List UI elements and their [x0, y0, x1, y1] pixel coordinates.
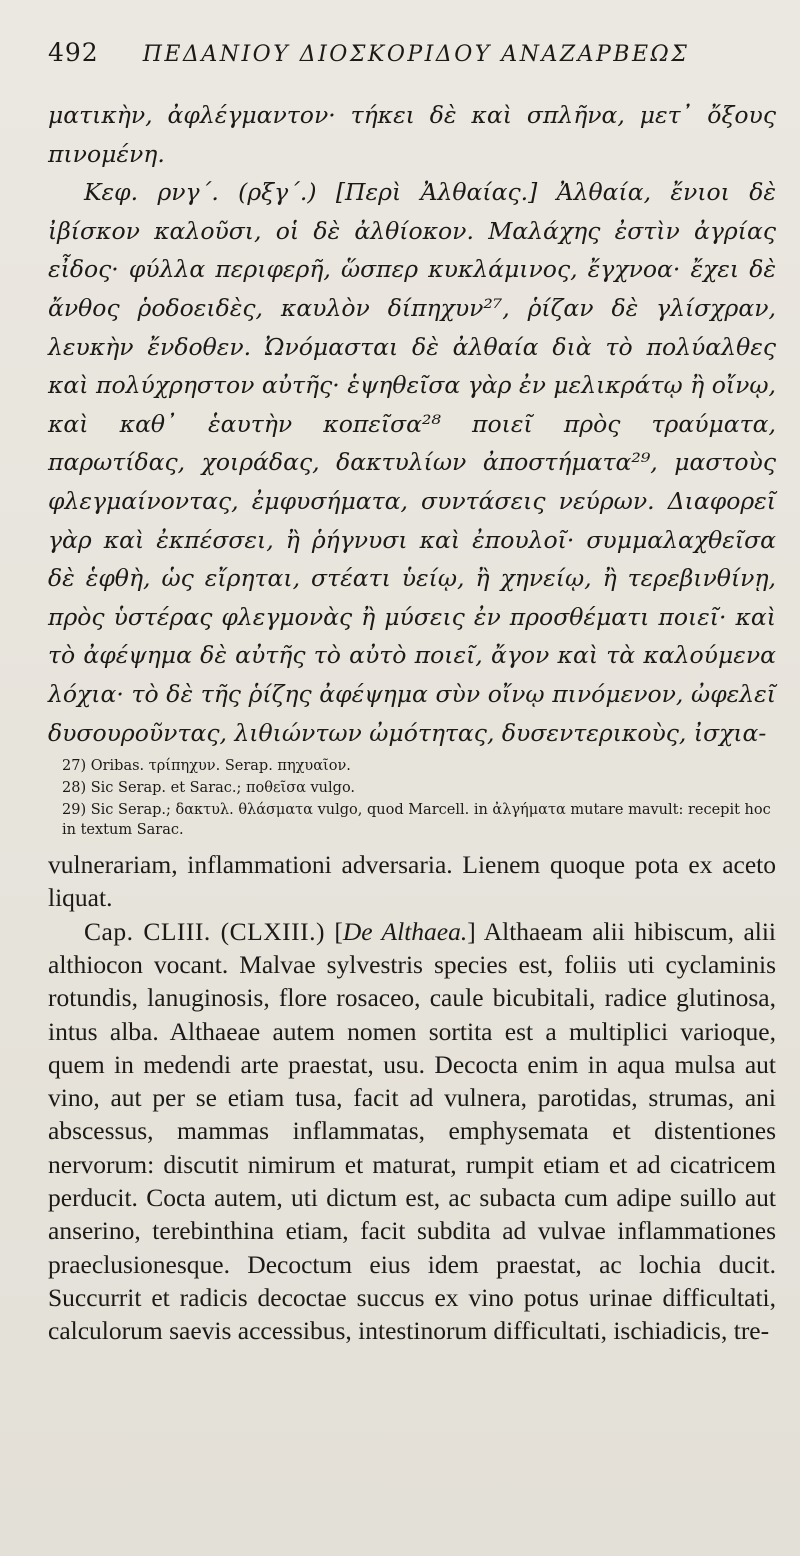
footnote-27: 27) Oribas. τρίπηχυν. Serap. πηχυαῖον.	[62, 758, 351, 775]
page-header	[48, 38, 776, 96]
latin-paragraph-chapter	[48, 915, 776, 1348]
greek-paragraph-continuation: ματικὴν, ἀφλέγμαντον· τήκει δὲ καὶ σπλῆνα, μετ᾿ ὄξους πινομένη.	[48, 101, 776, 168]
greek-paragraph-chapter: Κεφ. ρνγ΄. (ρξγ΄.) [Περὶ Ἀλθαίας.] Ἀλθαία, ἔνιοι δὲ ἰβίσκον καλοῦσι, οἱ δὲ ἀλθίοκον. Μαλάχης ἐστὶν ἀγρίας εἶδος· φύλλα περιφερῆ, ὥσπερ κυκλάμινος, ἔγχνοα· ἔχει δὲ ἄνθος ῥοδοειδὲς, καυλὸν δίπηχυν²⁷, ῥίζαν δὲ γλίσχραν, λευκὴν ἔνδοθεν. Ὠνόμασται δὲ ἀλθαία διὰ τὸ πολύαλθες καὶ πολύχρηστον αὐτῆς· ἑψηθεῖσα γὰρ ἐν μελικράτῳ ἢ οἴνῳ, καὶ καθ᾿ ἑαυτὴν κοπεῖσα²⁸ ποιεῖ πρὸς τραύματα, παρωτίδας, χοιράδας, δακτυλίων ἀποστήματα²⁹, μαστοὺς φλεγμαίνοντας, ἐμφυσήματα, συντάσεις νεύρων. Διαφορεῖ γὰρ καὶ ἐκπέσσει, ἢ ῥήγνυσι καὶ ἐπουλοῖ· συμμαλαχθεῖσα δὲ ἑφθὴ, ὡς εἴρηται, στέατι ὑείῳ, ἢ χηνείῳ, ἢ τερεβινθίνῃ, πρὸς ὑστέρας φλεγμονὰς ἢ μύσεις ἐν προσθέματι ποιεῖ· καὶ τὸ ἀφέψημα δὲ αὐτῆς τὸ αὐτὸ ποιεῖ, ἄγον καὶ τὰ καλούμενα λόχια· τὸ δὲ τῆς ῥίζης ἀφέψημα σὺν οἴνῳ πινόμενον, ὠφελεῖ δυσουροῦντας, λιθιώντων ὠμότητας, δυσεντερικοὺς, ἰσχια-	[48, 178, 776, 747]
chapter-label: Cap. CLIII. (CLXIII.)	[84, 916, 325, 946]
greek-text-block	[48, 96, 776, 752]
latin-text-block	[48, 848, 776, 1347]
latin-paragraph-continuation: vulnerariam, inflammationi adversaria. Lienem quoque pota ex aceto liquat.	[48, 850, 776, 913]
page-number: 492	[48, 38, 99, 67]
bracket-open: [	[334, 916, 343, 946]
footnotes	[48, 756, 776, 840]
footnote-29: 29) Sic Serap.; δακτυλ. θλάσματα vulgo, quod Marcell. in ἀλγήματα mutare mavult: recepit hoc in textum Sarac.	[62, 802, 771, 839]
running-title: ΠΕΔΑΝΙΟΥ ΔΙΟΣΚΟΡΙΔΟΥ ΑΝΑΖΑΡΒΕΩΣ	[142, 42, 690, 67]
bracket-close: ]	[467, 916, 476, 946]
latin-chapter-body: Althaeam alii hibiscum, alii althiocon vocant. Malvae sylvestris species est, foliis uti cyclaminis rotundis, lanuginosis, flore rosaceo, caule bicubitali, radice glutinosa, intus alba. Althaeae autem nomen sortita est a multiplici varioque, quem in medendi arte praestat, usu. Decocta enim in aqua mulsa aut vino, aut per se etiam tusa, facit ad vulnera, parotidas, strumas, ani abscessus, mammas inflammatas, emphysemata et distentiones nervorum: discutit nimirum et maturat, rumpit etiam et ad cicatricem perducit. Cocta autem, uti dictum est, ac subacta cum adipe suillo aut anserino, terebinthina etiam, facit subdita ad vulvae inflammationes praeclusionesque. Decoctum eius idem praestat, ac lochia ducit. Succurrit et radicis decoctae succus ex vino potus urinae difficultati, calculorum saevis accessibus, intestinorum difficultati, ischiadicis, tre-	[48, 916, 777, 1346]
chapter-title: De Althaea.	[342, 916, 468, 946]
footnote-28: 28) Sic Serap. et Sarac.; ποθεῖσα vulgo.	[62, 780, 356, 797]
